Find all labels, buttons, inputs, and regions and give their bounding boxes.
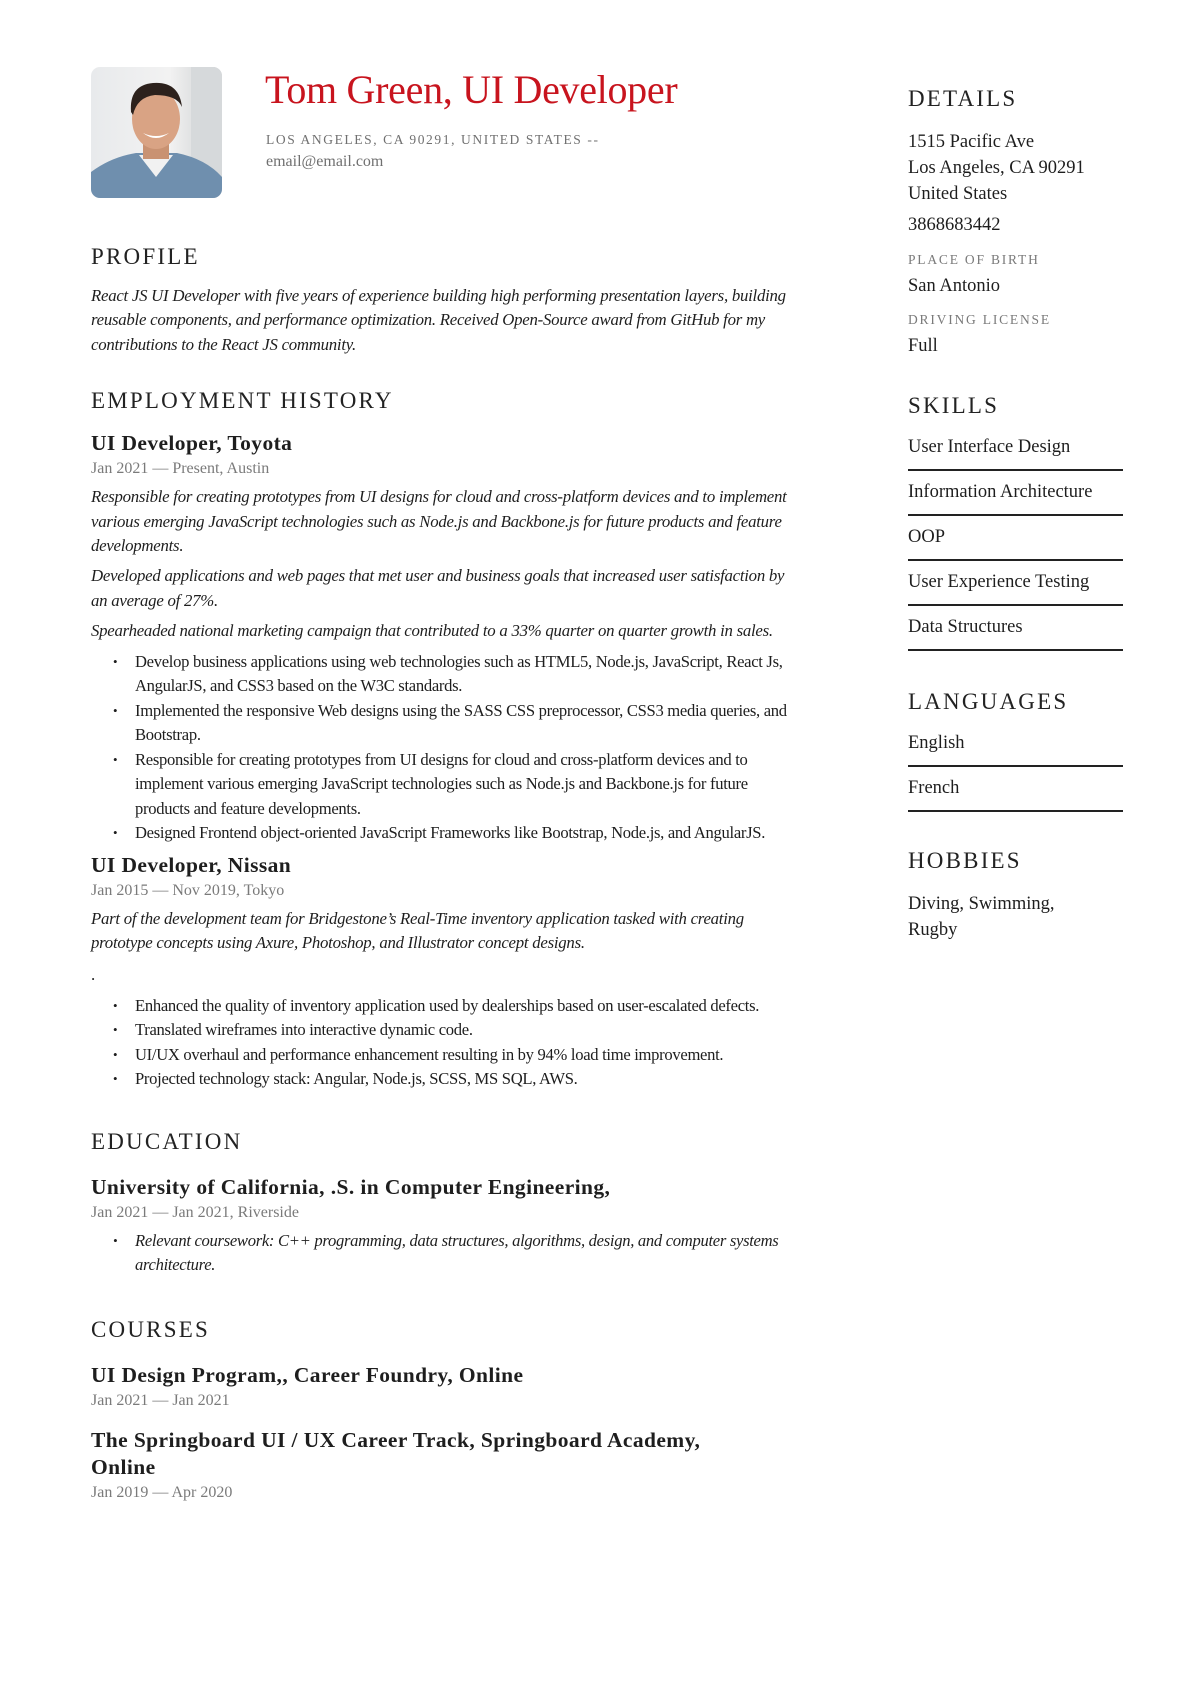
- phone: 3868683442: [908, 215, 1001, 235]
- main-column: [91, 243, 803, 1505]
- hobbies-text: Diving, Swimming, Rugby: [908, 894, 1055, 940]
- list-item: • Develop business applications using web technologies such as HTML5, Node.js, JavaScript, React Js, AngularJS, and CSS3 based on the W3C standards.: [91, 650, 803, 699]
- course-dates: Jan 2019 — Apr 2020: [91, 1483, 233, 1501]
- job-paragraph: Spearheaded national marketing campaign that contributed to a 33% quarter on quarter growth in sales.: [91, 621, 773, 641]
- driving-license-label: DRIVING LICENSE: [908, 312, 1051, 327]
- job-paragraph: Part of the development team for Bridgestone’s Real-Time inventory application tasked with creating prototype concepts using Axure, Photoshop, and Illustrator concept designs.: [91, 908, 744, 953]
- job-bullets: [91, 994, 803, 1092]
- place-of-birth-label: PLACE OF BIRTH: [908, 252, 1040, 267]
- place-of-birth: San Antonio: [908, 276, 1000, 296]
- profile-heading: PROFILE: [91, 244, 200, 269]
- list-item: • Responsible for creating prototypes from UI designs for cloud and cross-platform devices and to implement various emerging JavaScript technologies such as Node.js and Backbone.js for future products and feature developments.: [91, 748, 803, 822]
- skill-item: Data Structures: [908, 606, 1123, 651]
- skill-item: Information Architecture: [908, 471, 1123, 516]
- address-line: Los Angeles, CA 90291: [908, 158, 1085, 178]
- employment-heading: EMPLOYMENT HISTORY: [91, 388, 394, 414]
- list-item: • Projected technology stack: Angular, Node.js, SCSS, MS SQL, AWS.: [91, 1067, 803, 1092]
- skills-list: [908, 426, 1123, 651]
- job-entry: [91, 430, 803, 845]
- education-title: University of California, .S. in Computer Engineering,: [91, 1174, 611, 1199]
- job-paragraph: Developed applications and web pages that met user and business goals that increased user satisfaction by an average of 27%.: [91, 566, 785, 610]
- education-heading: EDUCATION: [91, 1128, 243, 1154]
- list-item: • Implemented the responsive Web designs using the SASS CSS preprocessor, CSS3 media queries, and Bootstrap.: [91, 699, 803, 748]
- job-paragraph: Responsible for creating prototypes from UI designs for cloud and cross-platform devices and to implement various emerging JavaScript technologies such as Node.js and Backbone.js for future products and feature developments.: [91, 487, 787, 556]
- skills-heading: SKILLS: [908, 393, 1000, 418]
- avatar-photo: [91, 67, 222, 198]
- language-item: English: [908, 722, 1123, 767]
- job-entry: [91, 852, 803, 1092]
- driving-license: Full: [908, 336, 938, 356]
- list-item: • UI/UX overhaul and performance enhancement resulting in by 94% load time improvement.: [91, 1043, 803, 1068]
- language-item: French: [908, 767, 1123, 812]
- sidebar: [908, 85, 1123, 943]
- email: email@email.com: [266, 153, 384, 170]
- languages-heading: LANGUAGES: [908, 689, 1069, 714]
- job-dates: Jan 2015 — Nov 2019, Tokyo: [91, 881, 285, 899]
- address-line: United States: [908, 184, 1008, 204]
- profile-text: React JS UI Developer with five years of experience building high performing presentation layers, building reusable components, and performance optimization. Received Open-Source award from GitHub for my contributions to the React JS community.: [91, 286, 786, 354]
- job-dates: Jan 2021 — Present, Austin: [91, 460, 270, 478]
- job-title: UI Developer, Nissan: [91, 852, 292, 877]
- hobbies-heading: HOBBIES: [908, 848, 1022, 873]
- details-heading: DETAILS: [908, 86, 1018, 111]
- list-item: • Relevant coursework: C++ programming, data structures, algorithms, design, and computer systems architecture.: [91, 1229, 803, 1278]
- job-bullets: [91, 650, 803, 846]
- skill-item: OOP: [908, 516, 1123, 561]
- course-dates: Jan 2021 — Jan 2021: [91, 1391, 230, 1409]
- list-item: • Translated wireframes into interactive dynamic code.: [91, 1018, 803, 1043]
- candidate-name-title: Tom Green, UI Developer: [265, 67, 678, 112]
- address-line: 1515 Pacific Ave: [908, 132, 1035, 152]
- skill-item: User Experience Testing: [908, 561, 1123, 606]
- list-item: • Designed Frontend object-oriented JavaScript Frameworks like Bootstrap, Node.js, and AngularJS.: [91, 821, 803, 846]
- course-title: The Springboard UI / UX Career Track, Springboard Academy, Online: [91, 1427, 701, 1479]
- course-title: UI Design Program,, Career Foundry, Online: [91, 1362, 524, 1387]
- location: LOS ANGELES, CA 90291, UNITED STATES --: [266, 132, 600, 147]
- list-item: • Enhanced the quality of inventory application used by dealerships based on user-escalated defects.: [91, 994, 803, 1019]
- skill-item: User Interface Design: [908, 426, 1123, 471]
- languages-list: [908, 722, 1123, 812]
- education-dates: Jan 2021 — Jan 2021, Riverside: [91, 1203, 299, 1221]
- job-paragraph: .: [91, 965, 95, 985]
- education-bullets: [91, 1229, 803, 1278]
- job-title: UI Developer, Toyota: [91, 431, 293, 456]
- courses-heading: COURSES: [91, 1316, 210, 1342]
